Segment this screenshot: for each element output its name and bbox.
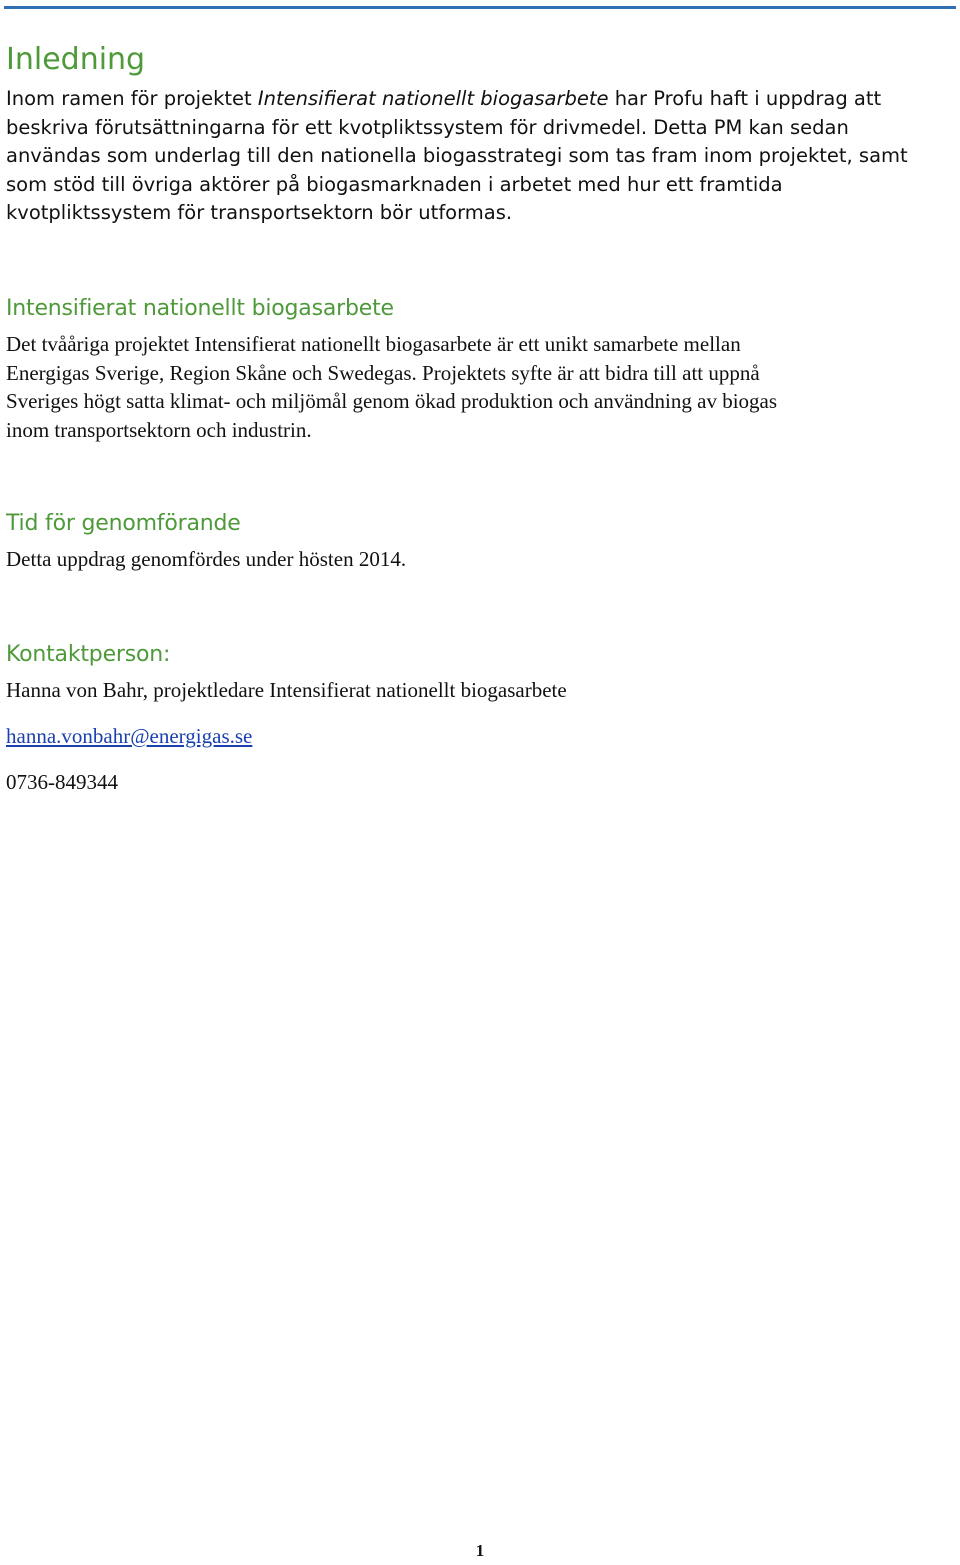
contact-phone (6, 768, 956, 797)
paragraph-line (6, 85, 956, 114)
project-name-italic: Intensifierat nationellt biogasarbete (257, 87, 609, 110)
text-span: Inom ramen för projektet (6, 87, 258, 110)
heading-projekt: Intensifierat nationellt biogasarbete (6, 296, 394, 321)
paragraph-projekt (6, 330, 956, 444)
text-span: har Profu haft i uppdrag att (608, 87, 882, 110)
top-rule (4, 6, 956, 9)
heading-inledning: Inledning (6, 42, 146, 77)
paragraph-line: Det tvååriga projektet Intensifierat nationellt biogasarbete är ett unikt samarbete mellan (6, 332, 741, 356)
contact-email-link[interactable]: hanna.vonbahr@energigas.se (6, 724, 253, 748)
paragraph-line: 0736-849344 (6, 770, 118, 794)
paragraph-tid (6, 545, 956, 574)
paragraph-line: som stöd till övriga aktörer på biogasmarknaden i arbetet med hur ett framtida (6, 172, 783, 196)
paragraph-line: inom transportsektorn och industrin. (6, 417, 312, 442)
paragraph-line: kvotpliktssystem för transportsektorn bör utformas. (6, 201, 513, 225)
contact-email-line (6, 722, 956, 751)
paragraph-line: Sveriges högt satta klimat- och miljömål genom ökad produktion och användning av biogas (6, 389, 778, 414)
paragraph-line: beskriva förutsättningarna för ett kvotpliktssystem för drivmedel. Detta PM kan sedan (6, 115, 849, 139)
page-number: 1 (475, 1541, 485, 1560)
paragraph-line: Hanna von Bahr, projektledare Intensifierat nationellt biogasarbete (6, 678, 567, 702)
contact-name (6, 676, 956, 705)
heading-kontakt: Kontaktperson: (6, 642, 171, 667)
heading-tid: Tid för genomförande (6, 511, 241, 536)
paragraph-line: användas som underlag till den nationella biogasstrategi som tas fram inom projektet, samt (6, 144, 908, 168)
paragraph-line: Energigas Sverige, Region Skåne och Swedegas. Projektets syfte är att bidra till att uppnå (6, 360, 760, 385)
paragraph-line: Detta uppdrag genomfördes under hösten 2014. (6, 547, 407, 571)
paragraph-inledning (6, 85, 956, 228)
